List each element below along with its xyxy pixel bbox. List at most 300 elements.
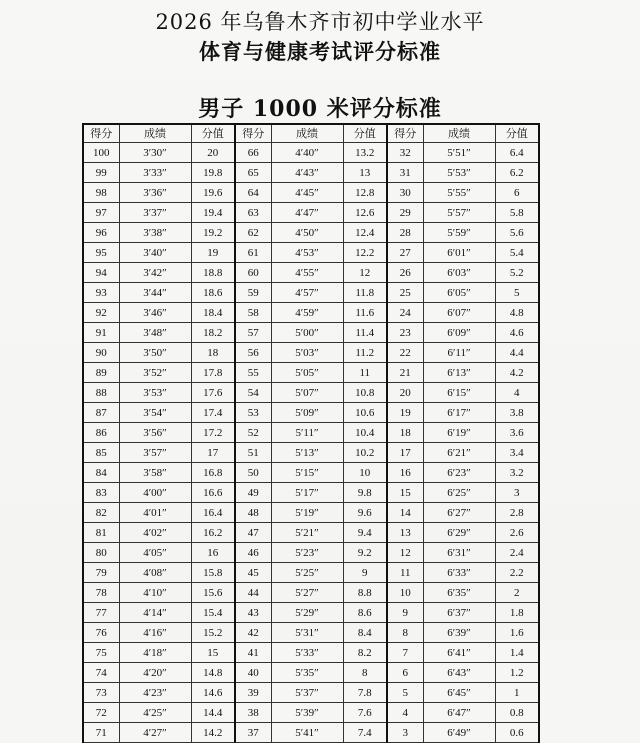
cell-score: 21 bbox=[387, 363, 423, 383]
cell-value: 19.2 bbox=[191, 223, 235, 243]
cell-result: 4′47″ bbox=[271, 203, 343, 223]
cell-result: 5′25″ bbox=[271, 563, 343, 583]
table-row bbox=[83, 603, 539, 623]
cell-score: 73 bbox=[83, 683, 119, 703]
cell-score: 19 bbox=[387, 403, 423, 423]
header-result: 成绩 bbox=[119, 124, 191, 143]
cell-value: 10.4 bbox=[343, 423, 387, 443]
cell-value: 15.4 bbox=[191, 603, 235, 623]
cell-score: 99 bbox=[83, 163, 119, 183]
cell-value: 8.4 bbox=[343, 623, 387, 643]
cell-score: 51 bbox=[235, 443, 271, 463]
cell-value: 14.6 bbox=[191, 683, 235, 703]
cell-score: 91 bbox=[83, 323, 119, 343]
cell-result: 4′40″ bbox=[271, 143, 343, 163]
cell-value: 17 bbox=[191, 443, 235, 463]
cell-result: 4′23″ bbox=[119, 683, 191, 703]
cell-result: 5′23″ bbox=[271, 543, 343, 563]
header-result: 成绩 bbox=[271, 124, 343, 143]
cell-score: 3 bbox=[387, 723, 423, 743]
cell-score: 32 bbox=[387, 143, 423, 163]
cell-score: 58 bbox=[235, 303, 271, 323]
table-row bbox=[83, 463, 539, 483]
cell-score: 75 bbox=[83, 643, 119, 663]
cell-score: 94 bbox=[83, 263, 119, 283]
cell-value: 11 bbox=[343, 363, 387, 383]
cell-value: 18.6 bbox=[191, 283, 235, 303]
cell-score: 48 bbox=[235, 503, 271, 523]
cell-score: 41 bbox=[235, 643, 271, 663]
cell-result: 3′50″ bbox=[119, 343, 191, 363]
cell-score: 40 bbox=[235, 663, 271, 683]
cell-result: 6′17″ bbox=[423, 403, 495, 423]
cell-value: 1.4 bbox=[495, 643, 539, 663]
cell-result: 5′33″ bbox=[271, 643, 343, 663]
cell-value: 14.4 bbox=[191, 703, 235, 723]
table-row bbox=[83, 723, 539, 743]
cell-score: 38 bbox=[235, 703, 271, 723]
cell-score: 44 bbox=[235, 583, 271, 603]
cell-score: 31 bbox=[387, 163, 423, 183]
cell-result: 6′49″ bbox=[423, 723, 495, 743]
cell-score: 27 bbox=[387, 243, 423, 263]
cell-result: 3′53″ bbox=[119, 383, 191, 403]
cell-result: 6′11″ bbox=[423, 343, 495, 363]
cell-value: 17.2 bbox=[191, 423, 235, 443]
cell-value: 18 bbox=[191, 343, 235, 363]
cell-result: 3′54″ bbox=[119, 403, 191, 423]
table-header-row bbox=[83, 124, 539, 143]
cell-value: 11.2 bbox=[343, 343, 387, 363]
cell-result: 5′59″ bbox=[423, 223, 495, 243]
cell-score: 81 bbox=[83, 523, 119, 543]
cell-value: 13.2 bbox=[343, 143, 387, 163]
cell-result: 5′07″ bbox=[271, 383, 343, 403]
table-row bbox=[83, 483, 539, 503]
cell-score: 52 bbox=[235, 423, 271, 443]
cell-score: 92 bbox=[83, 303, 119, 323]
cell-result: 6′43″ bbox=[423, 663, 495, 683]
table-row bbox=[83, 383, 539, 403]
cell-score: 20 bbox=[387, 383, 423, 403]
cell-value: 1.2 bbox=[495, 663, 539, 683]
cell-value: 4.8 bbox=[495, 303, 539, 323]
table-body bbox=[83, 143, 539, 743]
cell-value: 19.8 bbox=[191, 163, 235, 183]
cell-score: 7 bbox=[387, 643, 423, 663]
table-row bbox=[83, 403, 539, 423]
cell-result: 3′36″ bbox=[119, 183, 191, 203]
cell-score: 93 bbox=[83, 283, 119, 303]
cell-value: 15.2 bbox=[191, 623, 235, 643]
cell-score: 56 bbox=[235, 343, 271, 363]
cell-result: 6′41″ bbox=[423, 643, 495, 663]
cell-value: 17.4 bbox=[191, 403, 235, 423]
cell-value: 10.2 bbox=[343, 443, 387, 463]
cell-score: 37 bbox=[235, 723, 271, 743]
cell-value: 10.6 bbox=[343, 403, 387, 423]
table-row bbox=[83, 163, 539, 183]
header-value: 分值 bbox=[495, 124, 539, 143]
header-score: 得分 bbox=[235, 124, 271, 143]
cell-value: 6.2 bbox=[495, 163, 539, 183]
cell-value: 1.8 bbox=[495, 603, 539, 623]
table-row bbox=[83, 183, 539, 203]
cell-result: 3′56″ bbox=[119, 423, 191, 443]
cell-result: 3′46″ bbox=[119, 303, 191, 323]
cell-score: 24 bbox=[387, 303, 423, 323]
cell-value: 8.2 bbox=[343, 643, 387, 663]
cell-value: 9.6 bbox=[343, 503, 387, 523]
cell-score: 55 bbox=[235, 363, 271, 383]
cell-result: 6′35″ bbox=[423, 583, 495, 603]
cell-result: 5′11″ bbox=[271, 423, 343, 443]
cell-value: 4 bbox=[495, 383, 539, 403]
cell-value: 11.6 bbox=[343, 303, 387, 323]
cell-value: 3.4 bbox=[495, 443, 539, 463]
table-row bbox=[83, 203, 539, 223]
cell-score: 50 bbox=[235, 463, 271, 483]
cell-score: 64 bbox=[235, 183, 271, 203]
cell-value: 2 bbox=[495, 583, 539, 603]
cell-score: 66 bbox=[235, 143, 271, 163]
cell-value: 12.4 bbox=[343, 223, 387, 243]
cell-result: 6′37″ bbox=[423, 603, 495, 623]
cell-score: 61 bbox=[235, 243, 271, 263]
cell-score: 16 bbox=[387, 463, 423, 483]
table-row bbox=[83, 223, 539, 243]
cell-result: 5′05″ bbox=[271, 363, 343, 383]
cell-result: 4′27″ bbox=[119, 723, 191, 743]
cell-result: 5′31″ bbox=[271, 623, 343, 643]
cell-score: 98 bbox=[83, 183, 119, 203]
cell-score: 79 bbox=[83, 563, 119, 583]
cell-score: 43 bbox=[235, 603, 271, 623]
cell-value: 11.8 bbox=[343, 283, 387, 303]
cell-result: 6′15″ bbox=[423, 383, 495, 403]
cell-result: 3′33″ bbox=[119, 163, 191, 183]
table-row bbox=[83, 303, 539, 323]
cell-score: 71 bbox=[83, 723, 119, 743]
cell-score: 85 bbox=[83, 443, 119, 463]
score-table bbox=[82, 123, 540, 743]
cell-score: 62 bbox=[235, 223, 271, 243]
cell-value: 19.4 bbox=[191, 203, 235, 223]
cell-result: 5′19″ bbox=[271, 503, 343, 523]
table-row bbox=[83, 683, 539, 703]
cell-result: 4′18″ bbox=[119, 643, 191, 663]
cell-result: 6′19″ bbox=[423, 423, 495, 443]
cell-result: 4′00″ bbox=[119, 483, 191, 503]
cell-score: 45 bbox=[235, 563, 271, 583]
cell-result: 3′48″ bbox=[119, 323, 191, 343]
cell-value: 11.4 bbox=[343, 323, 387, 343]
cell-score: 15 bbox=[387, 483, 423, 503]
cell-result: 5′55″ bbox=[423, 183, 495, 203]
cell-score: 17 bbox=[387, 443, 423, 463]
cell-score: 76 bbox=[83, 623, 119, 643]
cell-score: 18 bbox=[387, 423, 423, 443]
cell-value: 7.4 bbox=[343, 723, 387, 743]
cell-value: 4.4 bbox=[495, 343, 539, 363]
cell-result: 3′57″ bbox=[119, 443, 191, 463]
cell-score: 47 bbox=[235, 523, 271, 543]
cell-value: 18.8 bbox=[191, 263, 235, 283]
table-row bbox=[83, 583, 539, 603]
cell-result: 4′16″ bbox=[119, 623, 191, 643]
table-row bbox=[83, 543, 539, 563]
cell-value: 19.6 bbox=[191, 183, 235, 203]
cell-score: 8 bbox=[387, 623, 423, 643]
cell-value: 16 bbox=[191, 543, 235, 563]
cell-score: 42 bbox=[235, 623, 271, 643]
table-row bbox=[83, 363, 539, 383]
header-value: 分值 bbox=[343, 124, 387, 143]
cell-score: 97 bbox=[83, 203, 119, 223]
cell-score: 46 bbox=[235, 543, 271, 563]
cell-result: 3′42″ bbox=[119, 263, 191, 283]
cell-value: 12.2 bbox=[343, 243, 387, 263]
cell-score: 63 bbox=[235, 203, 271, 223]
cell-score: 10 bbox=[387, 583, 423, 603]
cell-value: 5.2 bbox=[495, 263, 539, 283]
cell-value: 19 bbox=[191, 243, 235, 263]
cell-result: 3′58″ bbox=[119, 463, 191, 483]
table-row bbox=[83, 263, 539, 283]
cell-value: 9.8 bbox=[343, 483, 387, 503]
table-row bbox=[83, 443, 539, 463]
cell-result: 6′27″ bbox=[423, 503, 495, 523]
cell-result: 5′53″ bbox=[423, 163, 495, 183]
cell-score: 30 bbox=[387, 183, 423, 203]
cell-score: 39 bbox=[235, 683, 271, 703]
cell-result: 3′40″ bbox=[119, 243, 191, 263]
cell-value: 2.8 bbox=[495, 503, 539, 523]
cell-result: 6′29″ bbox=[423, 523, 495, 543]
table-row bbox=[83, 343, 539, 363]
cell-result: 6′25″ bbox=[423, 483, 495, 503]
cell-result: 3′38″ bbox=[119, 223, 191, 243]
cell-result: 5′29″ bbox=[271, 603, 343, 623]
cell-value: 0.8 bbox=[495, 703, 539, 723]
cell-result: 5′09″ bbox=[271, 403, 343, 423]
cell-result: 6′45″ bbox=[423, 683, 495, 703]
cell-score: 5 bbox=[387, 683, 423, 703]
cell-value: 14.8 bbox=[191, 663, 235, 683]
cell-value: 7.8 bbox=[343, 683, 387, 703]
header-score: 得分 bbox=[83, 124, 119, 143]
cell-score: 90 bbox=[83, 343, 119, 363]
table-row bbox=[83, 283, 539, 303]
cell-result: 4′57″ bbox=[271, 283, 343, 303]
cell-result: 5′41″ bbox=[271, 723, 343, 743]
table-row bbox=[83, 243, 539, 263]
cell-result: 4′55″ bbox=[271, 263, 343, 283]
cell-result: 6′01″ bbox=[423, 243, 495, 263]
cell-value: 12 bbox=[343, 263, 387, 283]
cell-score: 54 bbox=[235, 383, 271, 403]
cell-value: 7.6 bbox=[343, 703, 387, 723]
cell-value: 18.2 bbox=[191, 323, 235, 343]
cell-score: 11 bbox=[387, 563, 423, 583]
cell-value: 5.8 bbox=[495, 203, 539, 223]
cell-result: 6′13″ bbox=[423, 363, 495, 383]
cell-value: 0.6 bbox=[495, 723, 539, 743]
cell-result: 4′59″ bbox=[271, 303, 343, 323]
cell-value: 13 bbox=[343, 163, 387, 183]
cell-value: 6 bbox=[495, 183, 539, 203]
cell-score: 23 bbox=[387, 323, 423, 343]
cell-value: 10.8 bbox=[343, 383, 387, 403]
cell-value: 1.6 bbox=[495, 623, 539, 643]
cell-result: 6′03″ bbox=[423, 263, 495, 283]
cell-value: 8.6 bbox=[343, 603, 387, 623]
cell-score: 59 bbox=[235, 283, 271, 303]
cell-result: 5′00″ bbox=[271, 323, 343, 343]
cell-score: 14 bbox=[387, 503, 423, 523]
cell-result: 4′25″ bbox=[119, 703, 191, 723]
cell-value: 16.6 bbox=[191, 483, 235, 503]
cell-value: 4.6 bbox=[495, 323, 539, 343]
cell-result: 4′50″ bbox=[271, 223, 343, 243]
cell-result: 4′05″ bbox=[119, 543, 191, 563]
cell-score: 6 bbox=[387, 663, 423, 683]
cell-score: 95 bbox=[83, 243, 119, 263]
cell-score: 9 bbox=[387, 603, 423, 623]
cell-result: 4′53″ bbox=[271, 243, 343, 263]
cell-result: 6′31″ bbox=[423, 543, 495, 563]
table-row bbox=[83, 143, 539, 163]
cell-result: 3′44″ bbox=[119, 283, 191, 303]
cell-score: 89 bbox=[83, 363, 119, 383]
cell-value: 9.2 bbox=[343, 543, 387, 563]
cell-result: 5′21″ bbox=[271, 523, 343, 543]
cell-value: 16.8 bbox=[191, 463, 235, 483]
cell-value: 2.6 bbox=[495, 523, 539, 543]
cell-result: 5′03″ bbox=[271, 343, 343, 363]
cell-result: 4′08″ bbox=[119, 563, 191, 583]
cell-value: 8 bbox=[343, 663, 387, 683]
table-row bbox=[83, 703, 539, 723]
cell-result: 6′09″ bbox=[423, 323, 495, 343]
cell-score: 12 bbox=[387, 543, 423, 563]
cell-result: 4′45″ bbox=[271, 183, 343, 203]
header-score: 得分 bbox=[387, 124, 423, 143]
cell-value: 4.2 bbox=[495, 363, 539, 383]
cell-result: 5′37″ bbox=[271, 683, 343, 703]
cell-value: 8.8 bbox=[343, 583, 387, 603]
cell-result: 5′15″ bbox=[271, 463, 343, 483]
cell-value: 3.6 bbox=[495, 423, 539, 443]
table-row bbox=[83, 503, 539, 523]
cell-score: 49 bbox=[235, 483, 271, 503]
document-title-line-1: 2026 年乌鲁木齐市初中学业水平 bbox=[155, 10, 485, 34]
cell-score: 60 bbox=[235, 263, 271, 283]
cell-result: 6′05″ bbox=[423, 283, 495, 303]
cell-value: 12.6 bbox=[343, 203, 387, 223]
cell-score: 72 bbox=[83, 703, 119, 723]
cell-value: 15 bbox=[191, 643, 235, 663]
cell-score: 83 bbox=[83, 483, 119, 503]
cell-value: 2.4 bbox=[495, 543, 539, 563]
table-row bbox=[83, 563, 539, 583]
cell-result: 3′52″ bbox=[119, 363, 191, 383]
cell-result: 5′13″ bbox=[271, 443, 343, 463]
cell-result: 6′33″ bbox=[423, 563, 495, 583]
cell-score: 65 bbox=[235, 163, 271, 183]
cell-value: 5.4 bbox=[495, 243, 539, 263]
cell-value: 5 bbox=[495, 283, 539, 303]
cell-result: 3′37″ bbox=[119, 203, 191, 223]
cell-value: 18.4 bbox=[191, 303, 235, 323]
cell-result: 5′35″ bbox=[271, 663, 343, 683]
table-subtitle: 男子 1000 米评分标准 bbox=[198, 96, 442, 122]
cell-score: 4 bbox=[387, 703, 423, 723]
cell-result: 6′47″ bbox=[423, 703, 495, 723]
cell-value: 5.6 bbox=[495, 223, 539, 243]
cell-result: 4′43″ bbox=[271, 163, 343, 183]
cell-score: 87 bbox=[83, 403, 119, 423]
table-row bbox=[83, 663, 539, 683]
cell-value: 16.4 bbox=[191, 503, 235, 523]
cell-score: 53 bbox=[235, 403, 271, 423]
cell-score: 57 bbox=[235, 323, 271, 343]
cell-score: 22 bbox=[387, 343, 423, 363]
cell-value: 14.2 bbox=[191, 723, 235, 743]
cell-score: 84 bbox=[83, 463, 119, 483]
cell-result: 4′14″ bbox=[119, 603, 191, 623]
cell-score: 26 bbox=[387, 263, 423, 283]
cell-value: 2.2 bbox=[495, 563, 539, 583]
cell-result: 5′57″ bbox=[423, 203, 495, 223]
cell-value: 9.4 bbox=[343, 523, 387, 543]
cell-result: 4′20″ bbox=[119, 663, 191, 683]
cell-result: 5′39″ bbox=[271, 703, 343, 723]
cell-value: 1 bbox=[495, 683, 539, 703]
cell-value: 15.6 bbox=[191, 583, 235, 603]
cell-score: 96 bbox=[83, 223, 119, 243]
document-title-line-2: 体育与健康考试评分标准 bbox=[199, 39, 441, 64]
cell-result: 5′27″ bbox=[271, 583, 343, 603]
cell-result: 3′30″ bbox=[119, 143, 191, 163]
cell-score: 13 bbox=[387, 523, 423, 543]
cell-value: 15.8 bbox=[191, 563, 235, 583]
cell-result: 6′39″ bbox=[423, 623, 495, 643]
cell-result: 4′10″ bbox=[119, 583, 191, 603]
cell-result: 5′51″ bbox=[423, 143, 495, 163]
header-value: 分值 bbox=[191, 124, 235, 143]
cell-score: 25 bbox=[387, 283, 423, 303]
cell-result: 4′02″ bbox=[119, 523, 191, 543]
header-result: 成绩 bbox=[423, 124, 495, 143]
cell-result: 5′17″ bbox=[271, 483, 343, 503]
cell-score: 86 bbox=[83, 423, 119, 443]
cell-value: 12.8 bbox=[343, 183, 387, 203]
cell-value: 16.2 bbox=[191, 523, 235, 543]
cell-score: 74 bbox=[83, 663, 119, 683]
cell-score: 100 bbox=[83, 143, 119, 163]
cell-score: 28 bbox=[387, 223, 423, 243]
table-row bbox=[83, 323, 539, 343]
cell-value: 17.6 bbox=[191, 383, 235, 403]
cell-value: 17.8 bbox=[191, 363, 235, 383]
table-row bbox=[83, 523, 539, 543]
cell-score: 80 bbox=[83, 543, 119, 563]
cell-value: 10 bbox=[343, 463, 387, 483]
cell-result: 6′23″ bbox=[423, 463, 495, 483]
cell-value: 20 bbox=[191, 143, 235, 163]
cell-value: 3.8 bbox=[495, 403, 539, 423]
